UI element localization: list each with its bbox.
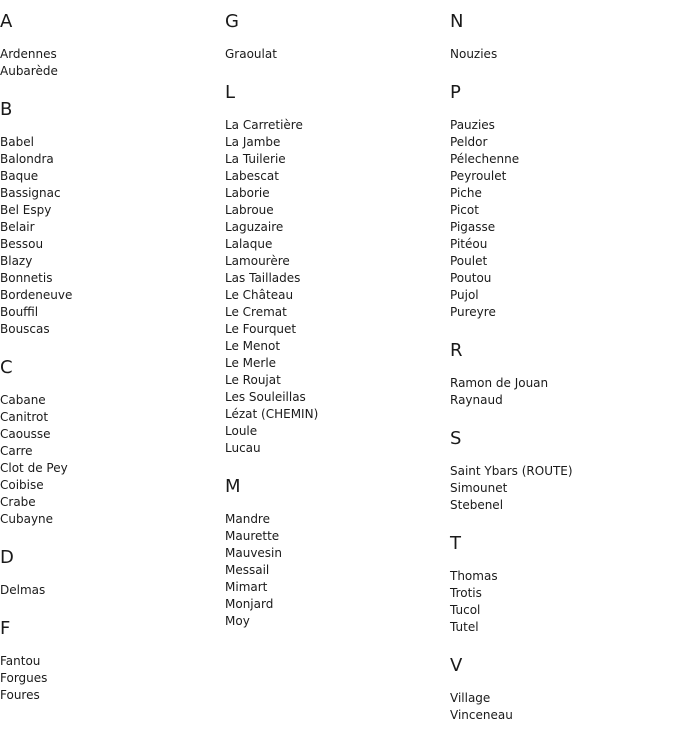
street-link[interactable]: Pureyre: [450, 305, 496, 319]
street-link[interactable]: La Tuilerie: [225, 152, 286, 166]
street-link[interactable]: Pauzies: [450, 118, 495, 132]
street-link[interactable]: Le Fourquet: [225, 322, 297, 336]
street-link[interactable]: Las Taillades: [225, 271, 301, 285]
street-link[interactable]: Peldor: [450, 135, 488, 149]
letter-heading: M: [225, 476, 241, 497]
street-link[interactable]: Laguzaire: [225, 220, 284, 234]
street-link[interactable]: Babel: [0, 135, 34, 149]
letter-heading: N: [450, 11, 464, 32]
street-link[interactable]: Vinceneau: [450, 708, 513, 722]
street-link[interactable]: Bordeneuve: [0, 288, 73, 302]
letter-group-p: [450, 83, 670, 321]
street-list: [0, 134, 220, 338]
street-link[interactable]: Bonnetis: [0, 271, 53, 285]
street-link[interactable]: Thomas: [450, 569, 498, 583]
letter-heading: G: [225, 11, 239, 32]
street-link[interactable]: Baque: [0, 169, 39, 183]
letter-heading: R: [450, 340, 463, 361]
street-link[interactable]: Caousse: [0, 427, 51, 441]
street-link[interactable]: Delmas: [0, 583, 46, 597]
letter-group-g: [225, 12, 445, 63]
street-link[interactable]: Raynaud: [450, 393, 503, 407]
street-link[interactable]: La Carretière: [225, 118, 303, 132]
street-link[interactable]: Pélechenne: [450, 152, 520, 166]
street-link[interactable]: Poutou: [450, 271, 492, 285]
street-link[interactable]: Belair: [0, 220, 35, 234]
street-index-column-2: [225, 0, 445, 630]
street-link[interactable]: Mandre: [225, 512, 270, 526]
street-link[interactable]: Graoulat: [225, 47, 277, 61]
street-link[interactable]: Bouscas: [0, 322, 50, 336]
street-link[interactable]: Cubayne: [0, 512, 54, 526]
letter-heading: P: [450, 82, 461, 103]
street-link[interactable]: Bessou: [0, 237, 44, 251]
letter-heading: D: [0, 547, 14, 568]
street-link[interactable]: Tutel: [450, 620, 479, 634]
letter-heading: F: [0, 618, 11, 639]
letter-group-v: [450, 656, 670, 724]
street-link[interactable]: Nouzies: [450, 47, 498, 61]
street-list: [0, 653, 220, 704]
street-link[interactable]: Maurette: [225, 529, 280, 543]
street-index-column-1: [0, 0, 220, 704]
street-link[interactable]: Laborie: [225, 186, 270, 200]
street-link[interactable]: Aubarède: [0, 64, 58, 78]
street-link[interactable]: Lucau: [225, 441, 261, 455]
street-link[interactable]: Le Menot: [225, 339, 281, 353]
street-link[interactable]: Lézat (CHEMIN): [225, 407, 319, 421]
street-link[interactable]: Stebenel: [450, 498, 504, 512]
street-link[interactable]: Le Roujat: [225, 373, 281, 387]
street-link[interactable]: Mauvesin: [225, 546, 282, 560]
street-list: [225, 117, 445, 457]
street-link[interactable]: Moy: [225, 614, 250, 628]
letter-group-c: [0, 358, 220, 528]
letter-group-t: [450, 534, 670, 636]
street-link[interactable]: Lalaque: [225, 237, 273, 251]
street-list: [0, 392, 220, 528]
street-link[interactable]: Loule: [225, 424, 258, 438]
street-link[interactable]: Cabane: [0, 393, 46, 407]
street-list: [225, 511, 445, 630]
street-link[interactable]: Lamourère: [225, 254, 290, 268]
letter-heading: A: [0, 11, 13, 32]
street-link[interactable]: Ardennes: [0, 47, 57, 61]
street-link[interactable]: Simounet: [450, 481, 508, 495]
street-link[interactable]: Monjard: [225, 597, 274, 611]
street-link[interactable]: Saint Ybars (ROUTE): [450, 464, 573, 478]
street-link[interactable]: Forgues: [0, 671, 48, 685]
street-link[interactable]: Carre: [0, 444, 33, 458]
street-link[interactable]: Village: [450, 691, 491, 705]
street-link[interactable]: Labroue: [225, 203, 274, 217]
street-link[interactable]: Pujol: [450, 288, 479, 302]
street-link[interactable]: Pigasse: [450, 220, 496, 234]
street-link[interactable]: Picot: [450, 203, 479, 217]
street-link[interactable]: Balondra: [0, 152, 54, 166]
letter-heading: T: [450, 533, 461, 554]
street-link[interactable]: Labescat: [225, 169, 279, 183]
letter-group-a: [0, 12, 220, 80]
street-link[interactable]: Mimart: [225, 580, 268, 594]
letter-heading: V: [450, 655, 463, 676]
street-link[interactable]: Poulet: [450, 254, 488, 268]
street-link[interactable]: La Jambe: [225, 135, 281, 149]
street-list: [450, 690, 670, 724]
street-link[interactable]: Clot de Pey: [0, 461, 68, 475]
street-list: [225, 46, 445, 63]
letter-heading: C: [0, 357, 13, 378]
street-list: [450, 463, 670, 514]
letter-group-f: [0, 619, 220, 704]
street-link[interactable]: Ramon de Jouan: [450, 376, 549, 390]
street-list: [450, 46, 670, 63]
letter-group-l: [225, 83, 445, 457]
letter-heading: L: [225, 82, 236, 103]
street-link[interactable]: Coibise: [0, 478, 44, 492]
letter-group-d: [0, 548, 220, 599]
street-link[interactable]: Le Cremat: [225, 305, 287, 319]
street-list: [450, 375, 670, 409]
street-list: [450, 117, 670, 321]
letter-group-b: [0, 100, 220, 338]
street-link[interactable]: Le Château: [225, 288, 294, 302]
street-link[interactable]: Bouffil: [0, 305, 39, 319]
street-link[interactable]: Canitrot: [0, 410, 49, 424]
street-link[interactable]: Tucol: [450, 603, 481, 617]
street-link[interactable]: Les Souleillas: [225, 390, 306, 404]
street-index-column-3: [450, 0, 670, 724]
letter-heading: S: [450, 428, 462, 449]
street-list: [450, 568, 670, 636]
street-link[interactable]: Foures: [0, 688, 40, 702]
street-link[interactable]: Crabe: [0, 495, 36, 509]
street-link[interactable]: Blazy: [0, 254, 33, 268]
letter-group-m: [225, 477, 445, 630]
street-link[interactable]: Fantou: [0, 654, 41, 668]
street-link[interactable]: Bel Espy: [0, 203, 52, 217]
street-link[interactable]: Trotis: [450, 586, 482, 600]
street-link[interactable]: Le Merle: [225, 356, 277, 370]
street-link[interactable]: Messail: [225, 563, 270, 577]
street-link[interactable]: Pitéou: [450, 237, 488, 251]
street-link[interactable]: Bassignac: [0, 186, 61, 200]
letter-group-s: [450, 429, 670, 514]
letter-heading: B: [0, 99, 13, 120]
letter-group-n: [450, 12, 670, 63]
street-list: [0, 46, 220, 80]
letter-group-r: [450, 341, 670, 409]
street-list: [0, 582, 220, 599]
street-link[interactable]: Peyroulet: [450, 169, 507, 183]
street-link[interactable]: Piche: [450, 186, 482, 200]
